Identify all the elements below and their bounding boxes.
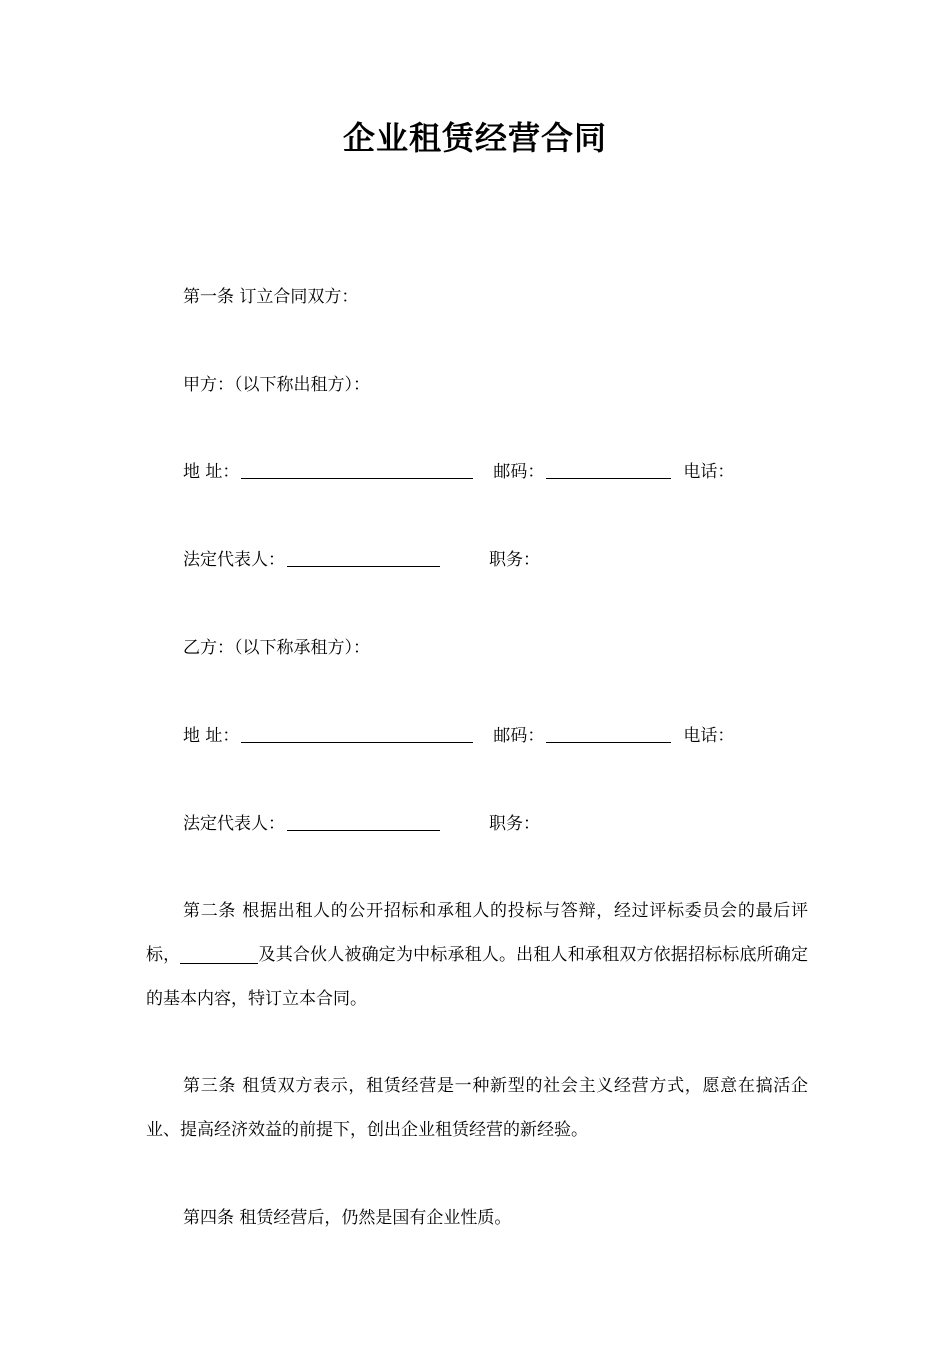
postcode-label: 邮码：	[493, 726, 545, 746]
article-4: 第四条 租赁经营后，仍然是国有企业性质。	[183, 1208, 512, 1228]
address-blank	[241, 724, 473, 743]
postcode-blank	[546, 460, 671, 479]
party-a-legal-rep-row	[183, 548, 540, 572]
party-b-address-row	[183, 724, 734, 748]
legal-rep-blank	[287, 548, 440, 567]
legal-rep-label: 法定代表人：	[183, 550, 285, 570]
party-a-address-row	[183, 460, 734, 484]
legal-rep-label: 法定代表人：	[183, 814, 285, 834]
postcode-label: 邮码：	[493, 462, 545, 482]
address-label: 地 址：	[183, 462, 240, 482]
article-2-text-part2: 及其合伙人被确定为中标承租人。出租人和承租双方依据招标标底所确定的基本内容，特订立本合同。	[146, 945, 809, 1009]
bidder-name-blank	[180, 943, 258, 964]
address-label: 地 址：	[183, 726, 240, 746]
phone-label: 电话：	[683, 726, 735, 746]
position-label: 职务：	[489, 550, 540, 570]
article-3: 第三条 租赁双方表示，租赁经营是一种新型的社会主义经营方式，愿意在搞活企业、提高经济效益的前提下，创出企业租赁经营的新经验。	[146, 1076, 808, 1140]
article-2	[146, 889, 808, 1021]
document-title: 企业租赁经营合同	[342, 119, 607, 157]
legal-rep-blank	[287, 812, 440, 831]
party-b-legal-rep-row	[183, 812, 540, 836]
article-2-text-part1: 第二条 根据出租人的公开招标和承租人的投标与答辩，经过评标委员会的最后评标，	[146, 901, 808, 965]
address-blank	[241, 460, 473, 479]
party-a-label: 甲方：（以下称出租方）：	[183, 375, 370, 395]
party-b-label: 乙方：（以下称承租方）：	[183, 638, 370, 658]
position-label: 职务：	[489, 814, 540, 834]
phone-label: 电话：	[683, 462, 735, 482]
article-1-heading: 第一条 订立合同双方：	[183, 287, 359, 307]
postcode-blank	[546, 724, 671, 743]
